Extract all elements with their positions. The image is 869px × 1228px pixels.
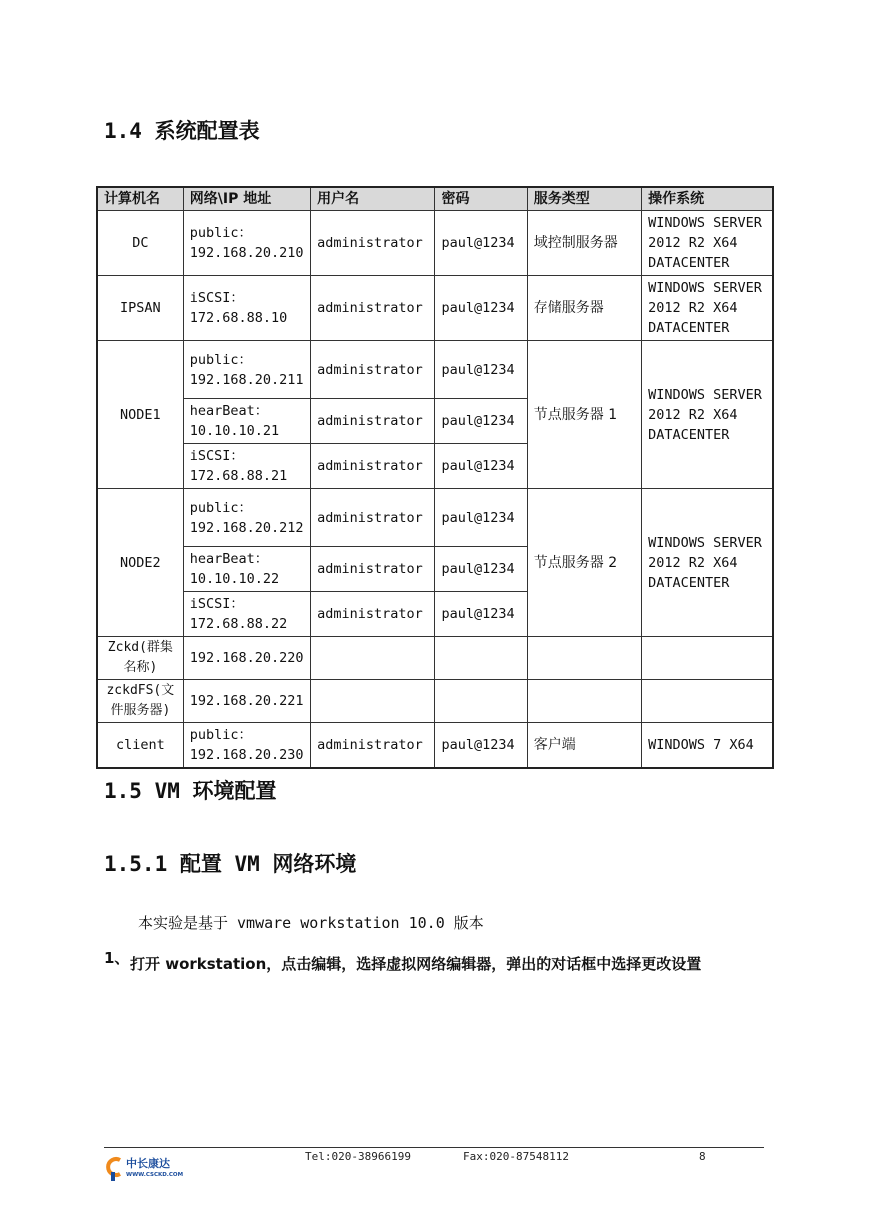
- logo-mark-icon: [104, 1155, 124, 1181]
- cell-password: paul@1234: [435, 276, 527, 341]
- cell-service: 域控制服务器: [527, 211, 641, 276]
- ip-value: 192.168.20.211: [189, 371, 304, 388]
- cell-computer-name: NODE2: [97, 489, 183, 637]
- cell-computer-name: client: [97, 723, 183, 769]
- table-row: [97, 276, 773, 341]
- logo-chinese-name: 中长康达: [126, 1157, 170, 1170]
- cell-user: administrator: [311, 592, 435, 637]
- cell-computer-name: IPSAN: [97, 276, 183, 341]
- cell-empty: [435, 680, 527, 723]
- ip-label: public：: [189, 351, 253, 368]
- cell-ip: 192.168.20.221: [183, 680, 310, 723]
- cell-computer-name: [97, 637, 183, 680]
- cell-empty: [527, 680, 641, 723]
- cell-ip: 192.168.20.220: [183, 637, 310, 680]
- ip-label: public：: [189, 499, 253, 516]
- table-row: [97, 211, 773, 276]
- column-header: 操作系统: [642, 187, 773, 211]
- section-heading-1-4: 1.4 系统配置表: [104, 119, 260, 143]
- os-line: DATACENTER: [648, 320, 730, 336]
- name-line: 件服务器): [110, 703, 171, 718]
- cell-password: paul@1234: [435, 341, 527, 399]
- step-number: 1、: [104, 949, 130, 967]
- cell-empty: [527, 637, 641, 680]
- footer-fax: Fax:020-87548112: [463, 1150, 569, 1163]
- ip-label: iSCSI：: [189, 448, 244, 464]
- table-row: [97, 637, 773, 680]
- column-header: 服务类型: [527, 187, 641, 211]
- section-heading-1-5: 1.5 VM 环境配置: [104, 779, 277, 803]
- body-paragraph: 本实验是基于 vmware workstation 10.0 版本: [138, 914, 484, 932]
- ip-value: 172.68.88.22: [189, 616, 288, 632]
- cell-ip: [183, 276, 310, 341]
- ip-value: 172.68.88.21: [189, 468, 288, 484]
- cell-computer-name: [97, 680, 183, 723]
- cell-user: administrator: [311, 723, 435, 769]
- os-line: 2012 R2 X64: [648, 554, 738, 571]
- table-header-row: [97, 187, 773, 211]
- table-row: [97, 341, 773, 399]
- cell-ip: [183, 211, 310, 276]
- cell-service: 存储服务器: [527, 276, 641, 341]
- cell-password: paul@1234: [435, 592, 527, 637]
- name-line: zckdFS(文: [106, 683, 175, 698]
- cell-empty: [642, 637, 773, 680]
- ip-label: public：: [189, 727, 253, 743]
- ip-label: hearBeat：: [189, 403, 269, 419]
- cell-user: administrator: [311, 489, 435, 547]
- cell-computer-name: DC: [97, 211, 183, 276]
- footer-divider: [104, 1147, 764, 1148]
- cell-ip: [183, 444, 310, 489]
- ip-label: iSCSI：: [189, 596, 244, 612]
- table-row: [97, 680, 773, 723]
- ip-label: public：: [189, 225, 253, 241]
- cell-user: administrator: [311, 444, 435, 489]
- ip-value: 192.168.20.212: [189, 519, 304, 536]
- cell-password: paul@1234: [435, 489, 527, 547]
- ip-value: 192.168.20.230: [189, 747, 304, 763]
- cell-user: administrator: [311, 341, 435, 399]
- table-row: [97, 489, 773, 547]
- ip-value: 10.10.10.22: [189, 571, 280, 587]
- cell-service: 节点服务器 2: [527, 489, 641, 637]
- cell-empty: [311, 637, 435, 680]
- cell-ip: [183, 592, 310, 637]
- cell-os: WINDOWS 7 X64: [642, 723, 773, 769]
- cell-ip: [183, 547, 310, 592]
- ip-label: iSCSI：: [189, 290, 244, 306]
- cell-ip: [183, 341, 310, 399]
- cell-ip: [183, 723, 310, 769]
- step-text: 打开 workstation，点击编辑，选择虚拟网络编辑器，弹出的对话框中选择更改设置: [130, 955, 702, 973]
- cell-empty: [642, 680, 773, 723]
- cell-password: paul@1234: [435, 444, 527, 489]
- column-header: 用户名: [311, 187, 435, 211]
- column-header: 计算机名: [97, 187, 183, 211]
- cell-password: paul@1234: [435, 547, 527, 592]
- os-line: DATACENTER: [648, 426, 730, 443]
- cell-os: [642, 341, 773, 489]
- os-line: 2012 R2 X64: [648, 406, 738, 423]
- section-heading-1-5-1: 1.5.1 配置 VM 网络环境: [104, 852, 357, 876]
- cell-user: administrator: [311, 276, 435, 341]
- cell-empty: [435, 637, 527, 680]
- ip-label: hearBeat：: [189, 551, 269, 567]
- system-config-table: [96, 186, 774, 769]
- cell-service: 客户端: [527, 723, 641, 769]
- table-row: [97, 723, 773, 769]
- cell-password: paul@1234: [435, 723, 527, 769]
- name-line: Zckd(群集: [107, 640, 173, 655]
- logo-url: WWW.CSCKD.COM: [126, 1172, 184, 1178]
- cell-os: [642, 276, 773, 341]
- os-line: WINDOWS SERVER: [648, 386, 762, 403]
- cell-ip: [183, 489, 310, 547]
- cell-user: administrator: [311, 399, 435, 444]
- ip-value: 172.68.88.10: [189, 310, 288, 326]
- cell-empty: [311, 680, 435, 723]
- column-header: 网络\IP 地址: [183, 187, 310, 211]
- column-header: 密码: [435, 187, 527, 211]
- ip-value: 192.168.20.210: [189, 245, 304, 261]
- os-line: DATACENTER: [648, 255, 730, 271]
- os-line: WINDOWS SERVER: [648, 534, 762, 551]
- cell-password: paul@1234: [435, 211, 527, 276]
- cell-user: administrator: [311, 211, 435, 276]
- company-logo: [104, 1153, 184, 1185]
- cell-os: [642, 211, 773, 276]
- os-line: WINDOWS SERVER: [648, 280, 762, 296]
- ip-value: 10.10.10.21: [189, 423, 280, 439]
- cell-password: paul@1234: [435, 399, 527, 444]
- os-line: DATACENTER: [648, 574, 730, 591]
- cell-os: [642, 489, 773, 637]
- page-number: 8: [699, 1150, 706, 1163]
- footer-tel: Tel:020-38966199: [305, 1150, 411, 1163]
- os-line: WINDOWS SERVER: [648, 215, 762, 231]
- cell-user: administrator: [311, 547, 435, 592]
- cell-computer-name: NODE1: [97, 341, 183, 489]
- os-line: 2012 R2 X64: [648, 235, 738, 251]
- os-line: 2012 R2 X64: [648, 300, 738, 316]
- name-line: 名称): [123, 660, 158, 675]
- cell-service: 节点服务器 1: [527, 341, 641, 489]
- cell-ip: [183, 399, 310, 444]
